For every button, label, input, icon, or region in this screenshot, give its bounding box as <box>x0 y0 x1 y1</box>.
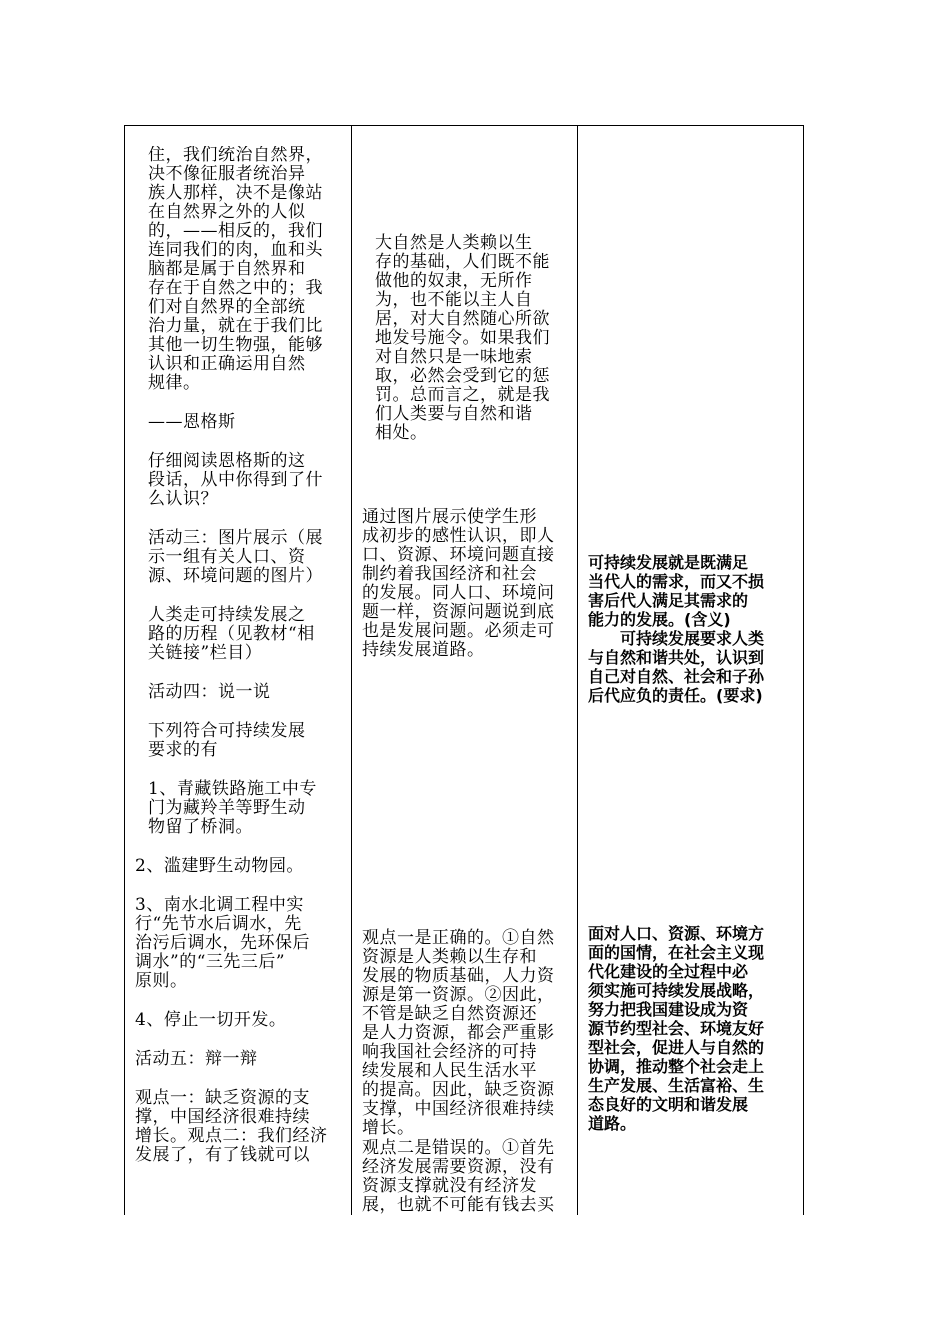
definition-line: 与自然和谐共处，认识到 <box>588 648 765 667</box>
option-3-line: 治污后调水，先环保后 <box>135 933 310 953</box>
quote-line: 脑都是属于自然界和 <box>148 259 306 279</box>
strategy-line: 努力把我国建设成为资 <box>588 1000 749 1019</box>
nature-relationship-note <box>375 234 575 443</box>
quote-line: 决不像征服者统治异 <box>148 164 306 184</box>
quote-line: 连同我们的肉，血和头 <box>148 240 323 260</box>
viewpoint-one-line: 不管是缺乏自然资源还 <box>362 1004 537 1024</box>
picture-note-line: 成初步的感性认识，即人 <box>362 526 555 546</box>
option-3-line: 3、南水北调工程中实 <box>135 895 304 915</box>
option-1-line: 物留了桥洞。 <box>148 817 253 837</box>
debate-statements <box>125 1089 345 1165</box>
debate-line: 增长。观点二：我们经济 <box>135 1126 328 1146</box>
definition-line: 当代人的需求，而又不损 <box>588 572 765 591</box>
activity-five <box>125 1050 345 1069</box>
nature-note-line: 大自然是人类赖以生 <box>375 233 533 253</box>
viewpoint-two-line: 展，也就不可能有钱去买 <box>362 1195 555 1215</box>
development-history <box>125 606 343 663</box>
activity-four-title: 活动四：说一说 <box>148 682 271 702</box>
quote-line: 存在于自然之中的；我 <box>148 278 323 298</box>
option-2 <box>125 857 345 876</box>
quote-line: 认识和正确运用自然 <box>148 354 306 374</box>
activity-three-line: 活动三：图片展示（展 <box>148 528 323 548</box>
definition-line: 后代应负的责任。(要求) <box>588 686 763 705</box>
debate-line: 观点一：缺乏资源的支 <box>135 1088 310 1108</box>
viewpoint-one-analysis <box>362 929 574 1138</box>
option-1-line: 门为藏羚羊等野生动 <box>148 798 306 818</box>
viewpoint-one-line: 增长。 <box>362 1118 415 1138</box>
option-1-line: 1、青藏铁路施工中专 <box>148 779 317 799</box>
quote-line: 族人那样，决不是像站 <box>148 183 323 203</box>
definition-line: 害后代人满足其需求的 <box>588 591 749 610</box>
strategy-line: 态良好的文明和谐发展 <box>588 1095 749 1114</box>
viewpoint-two-line: 经济发展需要资源，没有 <box>362 1157 555 1177</box>
option-3-line: 行“先节水后调水，先 <box>135 914 302 934</box>
viewpoint-two-line: 观点二是错误的。①首先 <box>362 1138 555 1158</box>
prompt-line: 下列符合可持续发展 <box>148 721 306 741</box>
viewpoint-two-analysis <box>362 1139 574 1215</box>
key-points-column <box>578 126 803 1215</box>
quote-line: 们对自然界的全部统 <box>148 297 306 317</box>
option-2-text: 2、滥建野生动物园。 <box>135 856 304 876</box>
quote-line: 治力量，就在于我们比 <box>148 316 323 336</box>
viewpoint-one-line: 是人力资源，都会严重影 <box>362 1023 555 1043</box>
activity-three-line: 示一组有关人口、资 <box>148 547 306 567</box>
viewpoint-one-line: 观点一是正确的。①自然 <box>362 928 555 948</box>
viewpoint-one-line: 资源是人类赖以生存和 <box>362 947 537 967</box>
nature-note-line: 居，对大自然随心所欲 <box>375 309 550 329</box>
option-4 <box>125 1011 345 1030</box>
quote-line: 住，我们统治自然界， <box>148 146 323 165</box>
quote-line: 在自然界之外的人似 <box>148 202 306 222</box>
picture-note-line: 的发展。同人口、环境问 <box>362 583 555 603</box>
viewpoint-one-line: 发展的物质基础，人力资 <box>362 966 555 986</box>
viewpoint-one-line: 续发展和人民生活水平 <box>362 1061 537 1081</box>
strategy-line: 面的国情，在社会主义现 <box>588 943 765 962</box>
activity-five-title: 活动五：辩一辩 <box>135 1049 258 1069</box>
definition-line: 能力的发展。(含义) <box>588 610 731 629</box>
definition-line: 可持续发展就是既满足 <box>588 553 749 572</box>
picture-display-note <box>362 508 574 660</box>
picture-note-line: 口、资源、环境问题直接 <box>362 545 555 565</box>
viewpoint-one-line: 支撑，中国经济很难持续 <box>362 1099 555 1119</box>
question-line: 段话，从中你得到了什 <box>148 470 323 490</box>
quote-line: 其他一切生物强，能够 <box>148 335 323 355</box>
strategy-line: 代化建设的全过程中必 <box>588 962 749 981</box>
quote-attribution <box>125 413 345 432</box>
strategy-line: 源节约型社会、环境友好 <box>588 1019 765 1038</box>
strategy-line: 面对人口、资源、环境方 <box>588 924 765 943</box>
nature-note-line: 地发号施令。如果我们 <box>375 328 550 348</box>
quote-line: 规律。 <box>148 373 201 393</box>
strategy-line: 协调，推动整个社会走上 <box>588 1057 765 1076</box>
question-line: 仔细阅读恩格斯的这 <box>148 451 306 471</box>
quote-line: 的，——相反的，我们 <box>148 221 323 241</box>
question-line: 么认识？ <box>148 489 218 509</box>
nature-note-line: 存的基础，人们既不能 <box>375 252 550 272</box>
viewpoint-one-line: 响我国社会经济的可持 <box>362 1042 537 1062</box>
engels-quote <box>125 146 338 393</box>
activity-three <box>125 529 343 586</box>
option-3-line: 原则。 <box>135 971 188 991</box>
sustainable-development-definition <box>588 553 800 705</box>
activity-three-line: 源、环境问题的图片） <box>148 566 323 586</box>
nature-note-line: 为，也不能以主人自 <box>375 290 533 310</box>
picture-note-line: 也是发展问题。必须走可 <box>362 621 555 641</box>
activity-four <box>125 683 345 702</box>
option-3-line: 调水”的“三先三后” <box>135 952 286 972</box>
viewpoint-two-line: 资源支撑就没有经济发 <box>362 1176 537 1196</box>
viewpoint-one-line: 源是第一资源。②因此， <box>362 985 555 1005</box>
reflection-question <box>125 452 343 509</box>
nature-note-line: 们人类要与自然和谐 <box>375 404 533 424</box>
history-line: 关链接”栏目） <box>148 643 263 663</box>
option-1 <box>125 780 343 837</box>
strategy-line: 生产发展、生活富裕、生 <box>588 1076 765 1095</box>
strategy-line: 须实施可持续发展战略， <box>588 981 765 1000</box>
history-line: 路的历程（见教材“相 <box>148 624 315 644</box>
activity-column <box>125 146 345 1215</box>
picture-note-line: 题一样，资源问题说到底 <box>362 602 555 622</box>
nature-note-line: 做他的奴隶，无所作 <box>375 271 533 291</box>
strategy-line: 型社会，促进人与自然的 <box>588 1038 765 1057</box>
picture-note-line: 制约着我国经济和社会 <box>362 564 537 584</box>
nature-note-line: 取，必然会受到它的惩 <box>375 366 550 386</box>
prompt-line: 要求的有 <box>148 740 218 760</box>
definition-line: 可持续发展要求人类 <box>588 629 765 648</box>
attribution-text: ——恩格斯 <box>148 412 236 432</box>
debate-line: 撑，中国经济很难持续 <box>135 1107 310 1127</box>
picture-note-line: 通过图片展示使学生形 <box>362 507 537 527</box>
debate-line: 发展了，有了钱就可以 <box>135 1145 310 1165</box>
nature-note-line: 相处。 <box>375 423 428 443</box>
sustainable-development-strategy <box>588 924 800 1133</box>
viewpoint-one-line: 的提高。因此，缺乏资源 <box>362 1080 555 1100</box>
option-4-text: 4、停止一切开发。 <box>135 1010 287 1030</box>
nature-note-line: 罚。总而言之，就是我 <box>375 385 550 405</box>
nature-note-line: 对自然只是一味地索 <box>375 347 533 367</box>
history-line: 人类走可持续发展之 <box>148 605 306 625</box>
definition-line: 自己对自然、社会和子孙 <box>588 667 765 686</box>
teaching-notes-column <box>352 126 577 1215</box>
picture-note-line: 持续发展道路。 <box>362 640 485 660</box>
lesson-table <box>124 125 804 1215</box>
strategy-line: 道路。 <box>588 1114 637 1133</box>
option-3 <box>125 896 345 991</box>
activity-four-prompt <box>125 722 343 760</box>
quote-text <box>148 146 338 393</box>
